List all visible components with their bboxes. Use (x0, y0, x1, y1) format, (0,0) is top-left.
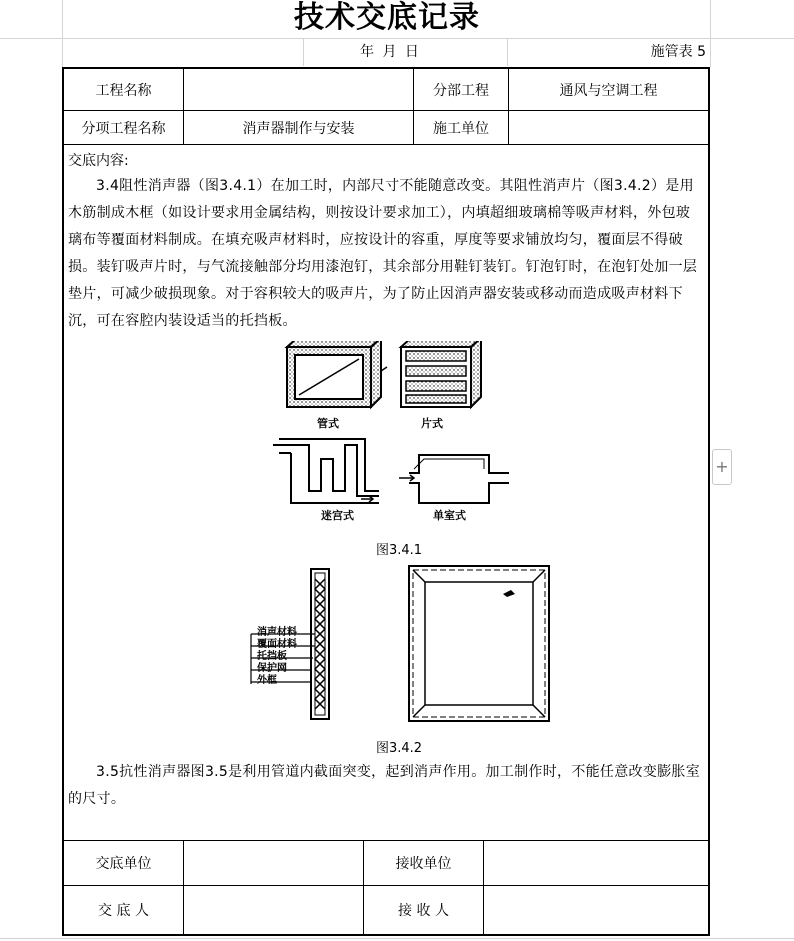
grid-line (0, 38, 794, 39)
project-name-value[interactable] (184, 69, 414, 111)
maze-type-diagram (273, 439, 379, 503)
chamber-type-label: 单室式 (433, 509, 466, 522)
receive-unit-label: 接收单位 (364, 840, 484, 886)
label-facing-material: 覆面材料 (257, 639, 297, 650)
division-value[interactable]: 通风与空调工程 (509, 69, 708, 111)
handover-person-value[interactable] (184, 886, 364, 934)
receiver-value[interactable] (484, 886, 708, 934)
contractor-label: 施工单位 (414, 111, 509, 145)
project-name-label: 工程名称 (64, 69, 184, 111)
content-heading: 交底内容: (68, 153, 129, 169)
paragraph-3-4: 3.4阻性消声器（图3.4.1）在加工时，内部尺寸不能随意改变。其阻性消声片（图3.4.2）是用木筋制成木框（如设计要求用金属结构，则按设计要求加工），内填超细玻璃棉等吸声材料，外包玻璃布等覆面材料制成。在填充吸声材料时，应按设计的容重，厚度等要求铺放均匀，覆面层不得破损。装钉吸声片时，与气流接触部分均用漆泡钉，其余部分用鞋钉装钉。钉泡钉时，在泡钉处加一层垫片，可减少破损现象。对于容积较大的吸声片，为了防止因消声器安装或移动而造成吸声材料下沉，可在容腔内装设适当的托挡板。 (68, 178, 698, 329)
figure-3-4-2-caption: 图3.4.2 (376, 741, 423, 756)
maze-type-label: 迷宫式 (321, 509, 354, 522)
tube-type-diagram (287, 341, 387, 430)
chamber-type-diagram (399, 455, 509, 503)
grid-line (507, 38, 508, 66)
plate-type-label: 片式 (421, 417, 443, 430)
handover-person-label: 交 底 人 (64, 886, 184, 934)
division-label: 分部工程 (414, 69, 509, 111)
label-sound-absorbing-material: 消声材料 (257, 627, 297, 638)
content-area (68, 149, 704, 335)
document-title: 技术交底记录 (294, 0, 480, 35)
record-table (62, 67, 710, 936)
handover-unit-label: 交底单位 (64, 840, 184, 886)
grid-line (0, 938, 794, 939)
figure-3-4-2 (249, 564, 559, 734)
add-column-button[interactable]: + (712, 449, 732, 485)
figure-3-4-1 (269, 341, 529, 539)
tube-type-label: 管式 (317, 417, 339, 430)
plate-type-diagram (401, 341, 481, 430)
date-label: 年 月 日 (360, 44, 421, 60)
paragraph-3-5: 3.5抗性消声器图3.5是利用管道内截面突变，起到消声作用。加工制作时，不能任意改变膨胀室的尺寸。 (68, 764, 701, 807)
receive-unit-value[interactable] (484, 840, 708, 886)
form-number: 施管表 5 (650, 44, 706, 60)
label-protective-mesh: 保护网 (257, 663, 287, 674)
grid-line (303, 38, 304, 66)
subitem-value[interactable]: 消声器制作与安装 (184, 111, 414, 145)
figure-3-4-1-caption: 图3.4.1 (376, 543, 423, 558)
label-outer-frame: 外框 (257, 675, 277, 686)
handover-unit-value[interactable] (184, 840, 364, 886)
subitem-label: 分项工程名称 (64, 111, 184, 145)
contractor-value[interactable] (509, 111, 708, 145)
label-retaining-plate: 托挡板 (257, 651, 287, 662)
receiver-label: 接 收 人 (364, 886, 484, 934)
